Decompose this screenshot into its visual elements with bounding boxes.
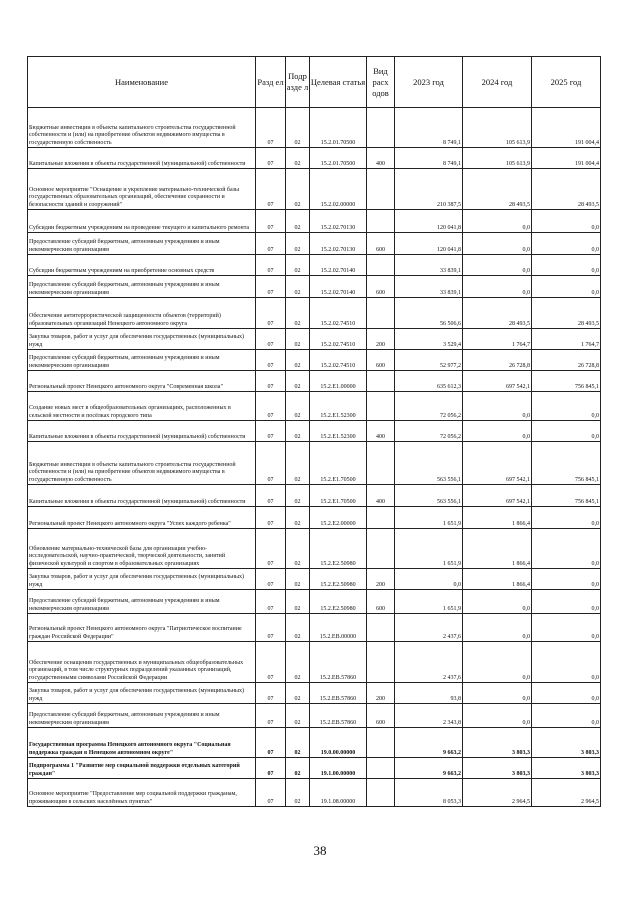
- cell-vid: [367, 529, 395, 569]
- cell-article: 15.2.EB.57860: [310, 683, 367, 704]
- cell-name: Подпрограмма 1 "Развитие мер социальной поддержки отдельных категорий граждан": [28, 758, 256, 779]
- cell-2025: 3 803,3: [532, 728, 601, 758]
- cell-razdel: 07: [256, 421, 286, 442]
- cell-name: Предоставление субсидий бюджетным, автономным учреждениям и иным некоммерческим организациям: [28, 704, 256, 728]
- cell-podrazdel: 02: [286, 148, 310, 169]
- cell-podrazdel: 02: [286, 442, 310, 485]
- cell-article: 15.2.02.70130: [310, 233, 367, 255]
- cell-2025: 26 728,8: [532, 350, 601, 371]
- cell-article: 15.2.E1.70500: [310, 485, 367, 507]
- cell-name: Предоставление субсидий бюджетным, автономным учреждениям и иным некоммерческим организациям: [28, 276, 256, 298]
- cell-article: 15.2.E2.00000: [310, 507, 367, 529]
- cell-vid: [367, 779, 395, 807]
- cell-razdel: 07: [256, 569, 286, 590]
- cell-2023: 72 056,2: [395, 392, 463, 421]
- cell-vid: 400: [367, 148, 395, 169]
- cell-name: Закупка товаров, работ и услуг для обеспечения государственных (муниципальных) нужд: [28, 569, 256, 590]
- cell-razdel: 07: [256, 255, 286, 276]
- cell-2025: 0,0: [532, 704, 601, 728]
- cell-razdel: 07: [256, 392, 286, 421]
- cell-2025: 0,0: [532, 233, 601, 255]
- cell-2023: 2 343,8: [395, 704, 463, 728]
- cell-vid: [367, 614, 395, 642]
- header-name: Наименование: [28, 57, 256, 108]
- cell-article: 15.2.01.70500: [310, 108, 367, 148]
- cell-article: 15.2.E1.00000: [310, 371, 367, 392]
- cell-name: Государственная программа Ненецкого автономного округа "Социальная поддержка граждан в Ненецком автономном округе": [28, 728, 256, 758]
- cell-razdel: 07: [256, 210, 286, 233]
- cell-article: 15.2.02.70130: [310, 210, 367, 233]
- cell-2023: 2 437,6: [395, 642, 463, 683]
- cell-article: 15.2.02.74510: [310, 350, 367, 371]
- cell-podrazdel: 02: [286, 108, 310, 148]
- cell-podrazdel: 02: [286, 350, 310, 371]
- cell-2024: 697 542,1: [463, 485, 532, 507]
- cell-name: Обеспечение оснащения государственных и муниципальных общеобразовательных организаций, в том числе структурных подразделений указанных организаций, государственными символами Российской Федерации: [28, 642, 256, 683]
- cell-2023: 8 053,3: [395, 779, 463, 807]
- cell-podrazdel: 02: [286, 329, 310, 350]
- cell-vid: 600: [367, 350, 395, 371]
- cell-podrazdel: 02: [286, 371, 310, 392]
- table-row: [28, 529, 601, 569]
- cell-2024: 0,0: [463, 255, 532, 276]
- cell-2025: 191 004,4: [532, 148, 601, 169]
- cell-2023: 120 041,8: [395, 210, 463, 233]
- cell-name: Региональный проект Ненецкого автономного округа "Успех каждого ребенка": [28, 507, 256, 529]
- cell-razdel: 07: [256, 758, 286, 779]
- cell-2023: 9 663,2: [395, 758, 463, 779]
- cell-2025: 0,0: [532, 421, 601, 442]
- cell-vid: 600: [367, 276, 395, 298]
- cell-vid: 600: [367, 590, 395, 614]
- cell-2025: 0,0: [532, 529, 601, 569]
- table-row: [28, 371, 601, 392]
- cell-vid: 600: [367, 233, 395, 255]
- table-row: [28, 329, 601, 350]
- cell-podrazdel: 02: [286, 704, 310, 728]
- cell-vid: [367, 758, 395, 779]
- cell-2025: 0,0: [532, 569, 601, 590]
- cell-2023: 120 041,8: [395, 233, 463, 255]
- cell-podrazdel: 02: [286, 590, 310, 614]
- table-row: [28, 485, 601, 507]
- cell-2024: 0,0: [463, 233, 532, 255]
- cell-vid: 200: [367, 329, 395, 350]
- header-article: Целевая статья: [310, 57, 367, 108]
- budget-table: [27, 56, 601, 807]
- cell-vid: [367, 255, 395, 276]
- cell-article: 15.2.E2.50980: [310, 569, 367, 590]
- cell-2024: 0,0: [463, 683, 532, 704]
- cell-2023: 8 749,1: [395, 108, 463, 148]
- cell-2023: 3 529,4: [395, 329, 463, 350]
- cell-vid: [367, 371, 395, 392]
- cell-podrazdel: 02: [286, 728, 310, 758]
- cell-podrazdel: 02: [286, 298, 310, 329]
- cell-name: Закупка товаров, работ и услуг для обеспечения государственных (муниципальных) нужд: [28, 683, 256, 704]
- cell-2024: 1 866,4: [463, 569, 532, 590]
- cell-razdel: 07: [256, 371, 286, 392]
- table-row: [28, 276, 601, 298]
- header-podrazdel: Подр азде л: [286, 57, 310, 108]
- cell-2025: 3 803,3: [532, 758, 601, 779]
- cell-razdel: 07: [256, 298, 286, 329]
- cell-podrazdel: 02: [286, 758, 310, 779]
- cell-podrazdel: 02: [286, 421, 310, 442]
- cell-podrazdel: 02: [286, 683, 310, 704]
- cell-vid: [367, 642, 395, 683]
- cell-article: 15.2.02.74510: [310, 329, 367, 350]
- cell-2025: 0,0: [532, 276, 601, 298]
- cell-2024: 0,0: [463, 421, 532, 442]
- cell-article: 19.1.08.00000: [310, 779, 367, 807]
- cell-2024: 697 542,1: [463, 442, 532, 485]
- cell-2024: 1 866,4: [463, 529, 532, 569]
- cell-2025: 0,0: [532, 255, 601, 276]
- cell-2025: 0,0: [532, 683, 601, 704]
- table-row: [28, 233, 601, 255]
- cell-podrazdel: 02: [286, 169, 310, 210]
- header-2024: 2024 год: [463, 57, 532, 108]
- cell-2023: 1 651,9: [395, 529, 463, 569]
- table-row: [28, 758, 601, 779]
- table-row: [28, 169, 601, 210]
- cell-name: Капитальные вложения в объекты государственной (муниципальной) собственности: [28, 485, 256, 507]
- cell-podrazdel: 02: [286, 485, 310, 507]
- cell-vid: 400: [367, 485, 395, 507]
- cell-razdel: 07: [256, 507, 286, 529]
- table-row: [28, 148, 601, 169]
- cell-2025: 191 004,4: [532, 108, 601, 148]
- cell-podrazdel: 02: [286, 392, 310, 421]
- cell-podrazdel: 02: [286, 569, 310, 590]
- cell-2023: 72 056,2: [395, 421, 463, 442]
- header-2025: 2025 год: [532, 57, 601, 108]
- cell-2024: 3 803,3: [463, 728, 532, 758]
- table-row: [28, 442, 601, 485]
- cell-podrazdel: 02: [286, 779, 310, 807]
- cell-2024: 105 613,9: [463, 108, 532, 148]
- cell-2025: 756 845,1: [532, 442, 601, 485]
- cell-vid: [367, 728, 395, 758]
- cell-2024: 3 803,3: [463, 758, 532, 779]
- cell-article: 15.2.E1.70500: [310, 442, 367, 485]
- table-body: [28, 108, 601, 807]
- cell-razdel: 07: [256, 614, 286, 642]
- cell-razdel: 07: [256, 108, 286, 148]
- cell-podrazdel: 02: [286, 276, 310, 298]
- cell-razdel: 07: [256, 590, 286, 614]
- table-row: [28, 779, 601, 807]
- cell-2025: 756 845,1: [532, 485, 601, 507]
- cell-article: 15.2.EB.00000: [310, 614, 367, 642]
- cell-article: 15.2.02.00000: [310, 169, 367, 210]
- cell-2023: 52 977,2: [395, 350, 463, 371]
- cell-name: Обновление материально-технической базы для организации учебно-исследовательской, научно-практической, творческой деятельности, занятий физической культурой и спортом в образовательных организациях: [28, 529, 256, 569]
- page-number: 38: [313, 843, 327, 858]
- table-row: [28, 421, 601, 442]
- cell-article: 15.2.01.70500: [310, 148, 367, 169]
- cell-name: Бюджетные инвестиции в объекты капитального строительства государственной собственности и (или) на приобретение объектов недвижимого имущества в государственную собственность: [28, 442, 256, 485]
- cell-2025: 0,0: [532, 590, 601, 614]
- cell-razdel: 07: [256, 148, 286, 169]
- cell-razdel: 07: [256, 442, 286, 485]
- cell-2024: 0,0: [463, 210, 532, 233]
- cell-name: Предоставление субсидий бюджетным, автономным учреждениям и иным некоммерческим организациям: [28, 350, 256, 371]
- cell-razdel: 07: [256, 169, 286, 210]
- cell-article: 15.2.EB.57860: [310, 704, 367, 728]
- cell-2025: 756 845,1: [532, 371, 601, 392]
- cell-2023: 8 749,1: [395, 148, 463, 169]
- cell-razdel: 07: [256, 779, 286, 807]
- cell-2025: 0,0: [532, 210, 601, 233]
- cell-article: 15.2.E1.52300: [310, 421, 367, 442]
- cell-razdel: 07: [256, 276, 286, 298]
- cell-name: Капитальные вложения в объекты государственной (муниципальной) собственности: [28, 148, 256, 169]
- cell-vid: [367, 169, 395, 210]
- cell-podrazdel: 02: [286, 210, 310, 233]
- cell-2023: 1 651,9: [395, 590, 463, 614]
- cell-article: 15.2.E2.50980: [310, 529, 367, 569]
- cell-article: 15.2.02.70140: [310, 276, 367, 298]
- cell-2024: 0,0: [463, 276, 532, 298]
- table-row: [28, 350, 601, 371]
- cell-2025: 28 493,5: [532, 169, 601, 210]
- header-2023: 2023 год: [395, 57, 463, 108]
- cell-name: Региональный проект Ненецкого автономного округа "Патриотическое воспитание граждан Российской Федерации": [28, 614, 256, 642]
- cell-vid: 200: [367, 569, 395, 590]
- table-row: [28, 728, 601, 758]
- cell-razdel: 07: [256, 642, 286, 683]
- cell-name: Обеспечение антитеррористической защищенности объектов (территорий) образовательных организаций Ненецкого автономного округа: [28, 298, 256, 329]
- table-row: [28, 392, 601, 421]
- cell-article: 19.0.00.00000: [310, 728, 367, 758]
- cell-name: Региональный проект Ненецкого автономного округа "Современная школа": [28, 371, 256, 392]
- cell-2024: 2 964,5: [463, 779, 532, 807]
- table-header-row: [28, 57, 601, 108]
- cell-vid: [367, 298, 395, 329]
- cell-vid: [367, 392, 395, 421]
- cell-podrazdel: 02: [286, 529, 310, 569]
- cell-podrazdel: 02: [286, 614, 310, 642]
- table-row: [28, 704, 601, 728]
- cell-podrazdel: 02: [286, 255, 310, 276]
- cell-vid: [367, 442, 395, 485]
- cell-2024: 0,0: [463, 614, 532, 642]
- cell-2024: 1 866,4: [463, 507, 532, 529]
- cell-2023: 635 612,3: [395, 371, 463, 392]
- cell-razdel: 07: [256, 485, 286, 507]
- table-row: [28, 108, 601, 148]
- table-row: [28, 642, 601, 683]
- cell-2025: 0,0: [532, 392, 601, 421]
- cell-razdel: 07: [256, 704, 286, 728]
- cell-2024: 28 493,5: [463, 169, 532, 210]
- cell-razdel: 07: [256, 683, 286, 704]
- cell-2023: 1 651,9: [395, 507, 463, 529]
- cell-vid: 200: [367, 683, 395, 704]
- cell-article: 19.1.00.00000: [310, 758, 367, 779]
- cell-vid: [367, 210, 395, 233]
- cell-2025: 0,0: [532, 614, 601, 642]
- cell-2024: 105 613,9: [463, 148, 532, 169]
- cell-razdel: 07: [256, 728, 286, 758]
- table-row: [28, 298, 601, 329]
- cell-article: 15.2.02.70140: [310, 255, 367, 276]
- cell-2024: 0,0: [463, 704, 532, 728]
- cell-2024: 0,0: [463, 642, 532, 683]
- cell-2023: 33 839,1: [395, 255, 463, 276]
- table-row: [28, 255, 601, 276]
- cell-2023: 2 437,6: [395, 614, 463, 642]
- table-row: [28, 507, 601, 529]
- cell-2025: 0,0: [532, 642, 601, 683]
- cell-podrazdel: 02: [286, 233, 310, 255]
- table-row: [28, 590, 601, 614]
- cell-podrazdel: 02: [286, 507, 310, 529]
- cell-vid: [367, 108, 395, 148]
- cell-2023: 0,0: [395, 569, 463, 590]
- cell-2023: 93,8: [395, 683, 463, 704]
- cell-name: Основное мероприятие "Предоставление мер социальной поддержки гражданам, проживающим в сельских населённых пунктах": [28, 779, 256, 807]
- cell-article: 15.2.02.74510: [310, 298, 367, 329]
- cell-2023: 56 506,6: [395, 298, 463, 329]
- cell-article: 15.2.E1.52300: [310, 392, 367, 421]
- cell-2024: 0,0: [463, 392, 532, 421]
- cell-razdel: 07: [256, 233, 286, 255]
- table-row: [28, 210, 601, 233]
- cell-name: Капитальные вложения в объекты государственной (муниципальной) собственности: [28, 421, 256, 442]
- cell-razdel: 07: [256, 529, 286, 569]
- table-row: [28, 614, 601, 642]
- cell-article: 15.2.EB.57860: [310, 642, 367, 683]
- cell-2025: 2 964,5: [532, 779, 601, 807]
- cell-2025: 1 764,7: [532, 329, 601, 350]
- cell-name: Субсидии бюджетным учреждениям на проведение текущего и капитального ремонта: [28, 210, 256, 233]
- cell-2023: 563 556,1: [395, 485, 463, 507]
- cell-razdel: 07: [256, 329, 286, 350]
- cell-2024: 697 542,1: [463, 371, 532, 392]
- cell-2025: 28 493,5: [532, 298, 601, 329]
- cell-vid: 400: [367, 421, 395, 442]
- cell-name: Основное мероприятие "Оснащение и укрепление материально-технической базы государственных образовательных организаций, обеспечение сохранности и безопасности зданий и сооружений": [28, 169, 256, 210]
- cell-podrazdel: 02: [286, 642, 310, 683]
- header-vid: Вид расх одов: [367, 57, 395, 108]
- table-row: [28, 569, 601, 590]
- cell-2023: 210 387,5: [395, 169, 463, 210]
- cell-vid: [367, 507, 395, 529]
- cell-2024: 28 493,5: [463, 298, 532, 329]
- cell-razdel: 07: [256, 350, 286, 371]
- cell-2024: 26 728,8: [463, 350, 532, 371]
- cell-2024: 1 764,7: [463, 329, 532, 350]
- cell-2025: 0,0: [532, 507, 601, 529]
- cell-vid: 600: [367, 704, 395, 728]
- cell-name: Создание новых мест в общеобразовательных организациях, расположенных в сельской местности и посёлках городского типа: [28, 392, 256, 421]
- cell-name: Бюджетные инвестиции в объекты капитального строительства государственной собственности и (или) на приобретение объектов недвижимого имущества в государственную собственность: [28, 108, 256, 148]
- cell-2023: 9 663,2: [395, 728, 463, 758]
- cell-2024: 0,0: [463, 590, 532, 614]
- cell-name: Предоставление субсидий бюджетным, автономным учреждениям и иным некоммерческим организациям: [28, 590, 256, 614]
- cell-name: Закупка товаров, работ и услуг для обеспечения государственных (муниципальных) нужд: [28, 329, 256, 350]
- cell-2023: 33 839,1: [395, 276, 463, 298]
- cell-2023: 563 556,1: [395, 442, 463, 485]
- cell-name: Предоставление субсидий бюджетным, автономным учреждениям и иным некоммерческим организациям: [28, 233, 256, 255]
- table-row: [28, 683, 601, 704]
- header-razdel: Разд ел: [256, 57, 286, 108]
- cell-article: 15.2.E2.50980: [310, 590, 367, 614]
- cell-name: Субсидии бюджетным учреждениям на приобретение основных средств: [28, 255, 256, 276]
